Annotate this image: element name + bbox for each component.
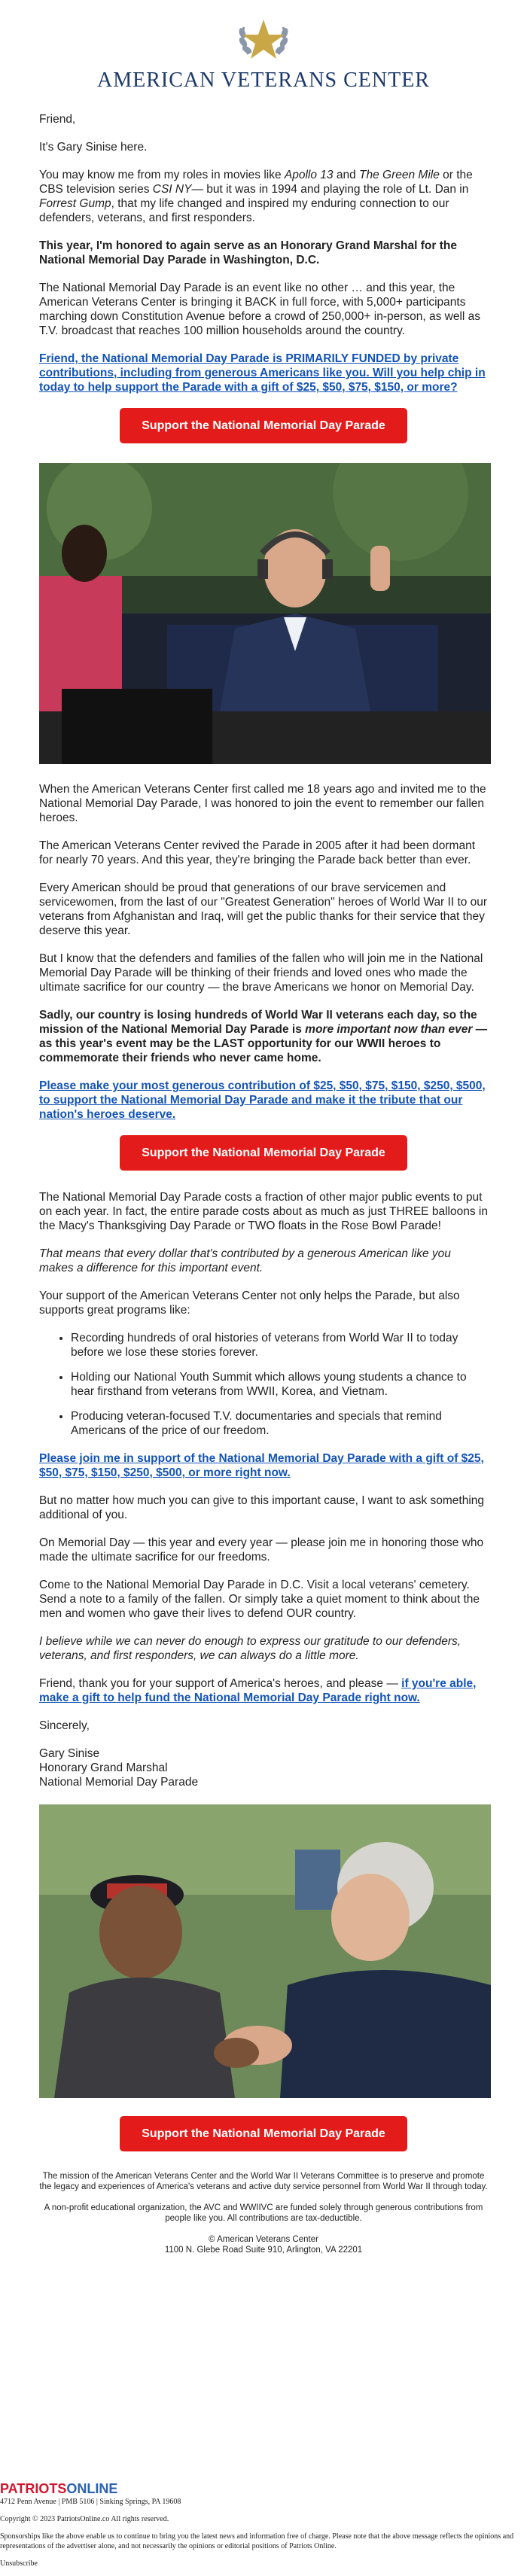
list-item: • Recording hundreds of oral histories of veterans from World War II to today before we lose these stories forever. bbox=[71, 1331, 488, 1360]
paragraph-bio: You may know me from my roles in movies like Apollo 13 and The Green Mile or the CBS television series CSI NY— but it was in 1994 and playing the role of Lt. Dan in Forrest Gump, that my life changed and inspired my enduring connection to our defenders, veterans, and first responders. bbox=[39, 169, 473, 224]
patriots-online-logo: PATRIOTSONLINE bbox=[0, 2481, 118, 2496]
star-wreath-icon bbox=[233, 17, 294, 62]
signature bbox=[39, 1719, 488, 1789]
photo-gary-sinise-broadcast bbox=[39, 463, 491, 764]
paragraph-wwii: Sadly, our country is losing hundreds of World War II veterans each day, so the mission of the National Memorial Day Parade is more important now than ever — as this year's event may be the LAST opportunity for our WWII heroes to commemorate their friends who never came home. bbox=[39, 1009, 488, 1064]
list-item: • Holding our National Youth Summit which allows young students a chance to hear firsthand from veterans from WWII, Korea, and Vietnam. bbox=[71, 1370, 488, 1399]
donate-link-4[interactable]: if you're able, make a gift to help fund the National Memorial Day Parade right now. bbox=[39, 1677, 477, 1704]
closing: Sincerely, bbox=[39, 1719, 90, 1732]
paragraph-families: But I know that the defenders and families of the fallen who will join me in the National Memorial Day Parade will be thinking of their friends and loved ones who made the ultimate sacrifice for our country — the brave Americans we honor on Memorial Day. bbox=[39, 952, 483, 994]
paragraph-costs: The National Memorial Day Parade costs a fraction of other major public events to put on each year. In fact, the entire parade costs about as much as just THREE balloons in the Macy's Thanksgiving Day Parade or TWO floats in the Rose Bowl Parade! bbox=[39, 1191, 488, 1232]
paragraph-revived: The American Veterans Center revived the Parade in 2005 after it had been dormant for nearly 70 years. And this year, they're bringing the Parade back better than ever. bbox=[39, 839, 476, 866]
paragraph-grand-marshal: This year, I'm honored to again serve as an Honorary Grand Marshal for the National Memorial Day Parade in Washington, D.C. bbox=[39, 239, 457, 266]
unsubscribe-link[interactable]: Unsubscribe bbox=[0, 2559, 38, 2568]
list-item: • Producing veteran-focused T.V. documentaries and specials that remind Americans of the price of our freedom. bbox=[71, 1409, 488, 1438]
paragraph-thanks: Friend, thank you for your support of America's heroes, and please — if you're able, make a gift to help fund the National Memorial Day Parade right now. bbox=[39, 1677, 477, 1704]
paragraph-first-called: When the American Veterans Center first called me 18 years ago and invited me to the National Memorial Day Parade, I was honored to join the event to remember our fallen heroes. bbox=[39, 783, 486, 824]
avc-logo bbox=[38, 0, 489, 93]
avc-address: 1100 N. Glebe Road Suite 910, Arlington, VA 22201 bbox=[164, 2246, 363, 2255]
paragraph-proud: Every American should be proud that generations of our brave servicemen and servicewomen, from the last of our "Greatest Generation" heroes of World War II to our veterans from Afghanistan and Iraq, will get the public thanks for their service that they deserve this year. bbox=[39, 882, 488, 937]
footer-address: 4712 Penn Avenue | PMB 5106 | Sinking Springs, PA 19608 bbox=[0, 2498, 181, 2506]
paragraph-come: Come to the National Memorial Day Parade in D.C. Visit a local veterans' cemetery. Send a note to a family of the fallen. Or simply take a quiet moment to think about the men and women who gave their lives to defend OUR country. bbox=[39, 1579, 480, 1620]
support-parade-button-1[interactable]: Support the National Memorial Day Parade bbox=[120, 408, 407, 443]
letter-content bbox=[38, 112, 489, 2255]
signer-event: National Memorial Day Parade bbox=[39, 1776, 199, 1789]
paragraph-parade-info: The National Memorial Day Parade is an event like no other … and this year, the American Veterans Center is bringing it BACK in full force, with 5,000+ participants marching down Constitution Avenue before a crowd of 250,000+ in-person, as well as T.V. broadcast that reaches 100 million households around the country. bbox=[39, 282, 481, 337]
donate-link-1[interactable]: Friend, the National Memorial Day Parade is PRIMARILY FUNDED by private contributions, including from generous Americans like you. Will you help chip in today to help support the Parade with a gift of $25, $50, $75, $150, or more? bbox=[39, 352, 486, 394]
paragraph-gratitude: I believe while we can never do enough to express our gratitude to our defenders, veterans, and first responders, we can always do a little more. bbox=[39, 1635, 462, 1662]
paragraph-programs: Your support of the American Veterans Center not only helps the Parade, but also supports great programs like: bbox=[39, 1290, 460, 1317]
nonprofit-statement: A non-profit educational organization, the AVC and WWIIVC are funded solely through generous contributions from people like you. All contributions are tax-deductible. bbox=[44, 2203, 483, 2223]
footer-disclaimer: Sponsorships like the above enable us to continue to bring you the latest news and information free of charge. Please note that the above message reflects the opinions and representations of the advertiser alone, and not necessarily the opinions or editorial positions of Patriots Online. bbox=[0, 2532, 514, 2550]
signer-name: Gary Sinise bbox=[39, 1747, 100, 1760]
avc-copyright: © American Veterans Center bbox=[209, 2235, 318, 2244]
paragraph-ask: But no matter how much you can give to this important cause, I want to ask something additional of you. bbox=[39, 1494, 485, 1521]
paragraph-memorial-day: On Memorial Day — this year and every year — please join me in honoring those who made the ultimate sacrifice for our freedoms. bbox=[39, 1536, 484, 1564]
org-name: AMERICAN VETERANS CENTER bbox=[97, 69, 430, 92]
signer-title: Honorary Grand Marshal bbox=[39, 1761, 168, 1774]
photo-veteran-handshake bbox=[39, 1804, 491, 2098]
paragraph-every-dollar: That means that every dollar that's contributed by a generous American like you makes a difference for this important event. bbox=[39, 1247, 451, 1274]
email-body bbox=[38, 0, 489, 2255]
support-parade-button-2[interactable]: Support the National Memorial Day Parade bbox=[120, 1135, 407, 1171]
patriots-online-footer bbox=[0, 2481, 527, 2576]
support-parade-button-3[interactable]: Support the National Memorial Day Parade bbox=[120, 2116, 407, 2151]
footer-copyright: Copyright © 2023 PatriotsOnline.co All rights reserved. bbox=[0, 2515, 169, 2523]
intro: It's Gary Sinise here. bbox=[39, 141, 148, 154]
programs-list bbox=[39, 1331, 488, 1438]
donate-link-2[interactable]: Please make your most generous contribution of $25, $50, $75, $150, $250, $500, to support the National Memorial Day Parade and make it the tribute that our nation's heroes deserve. bbox=[39, 1079, 486, 1121]
greeting: Friend, bbox=[39, 113, 76, 126]
donate-link-3[interactable]: Please join me in support of the National Memorial Day Parade with a gift of $25, $50, $75, $150, $250, $500, or more right now. bbox=[39, 1452, 484, 1479]
mission-statement: The mission of the American Veterans Center and the World War II Veterans Committee is to preserve and promote the legacy and experiences of America's veterans and active duty service personnel from World War II through today. bbox=[39, 2172, 488, 2191]
